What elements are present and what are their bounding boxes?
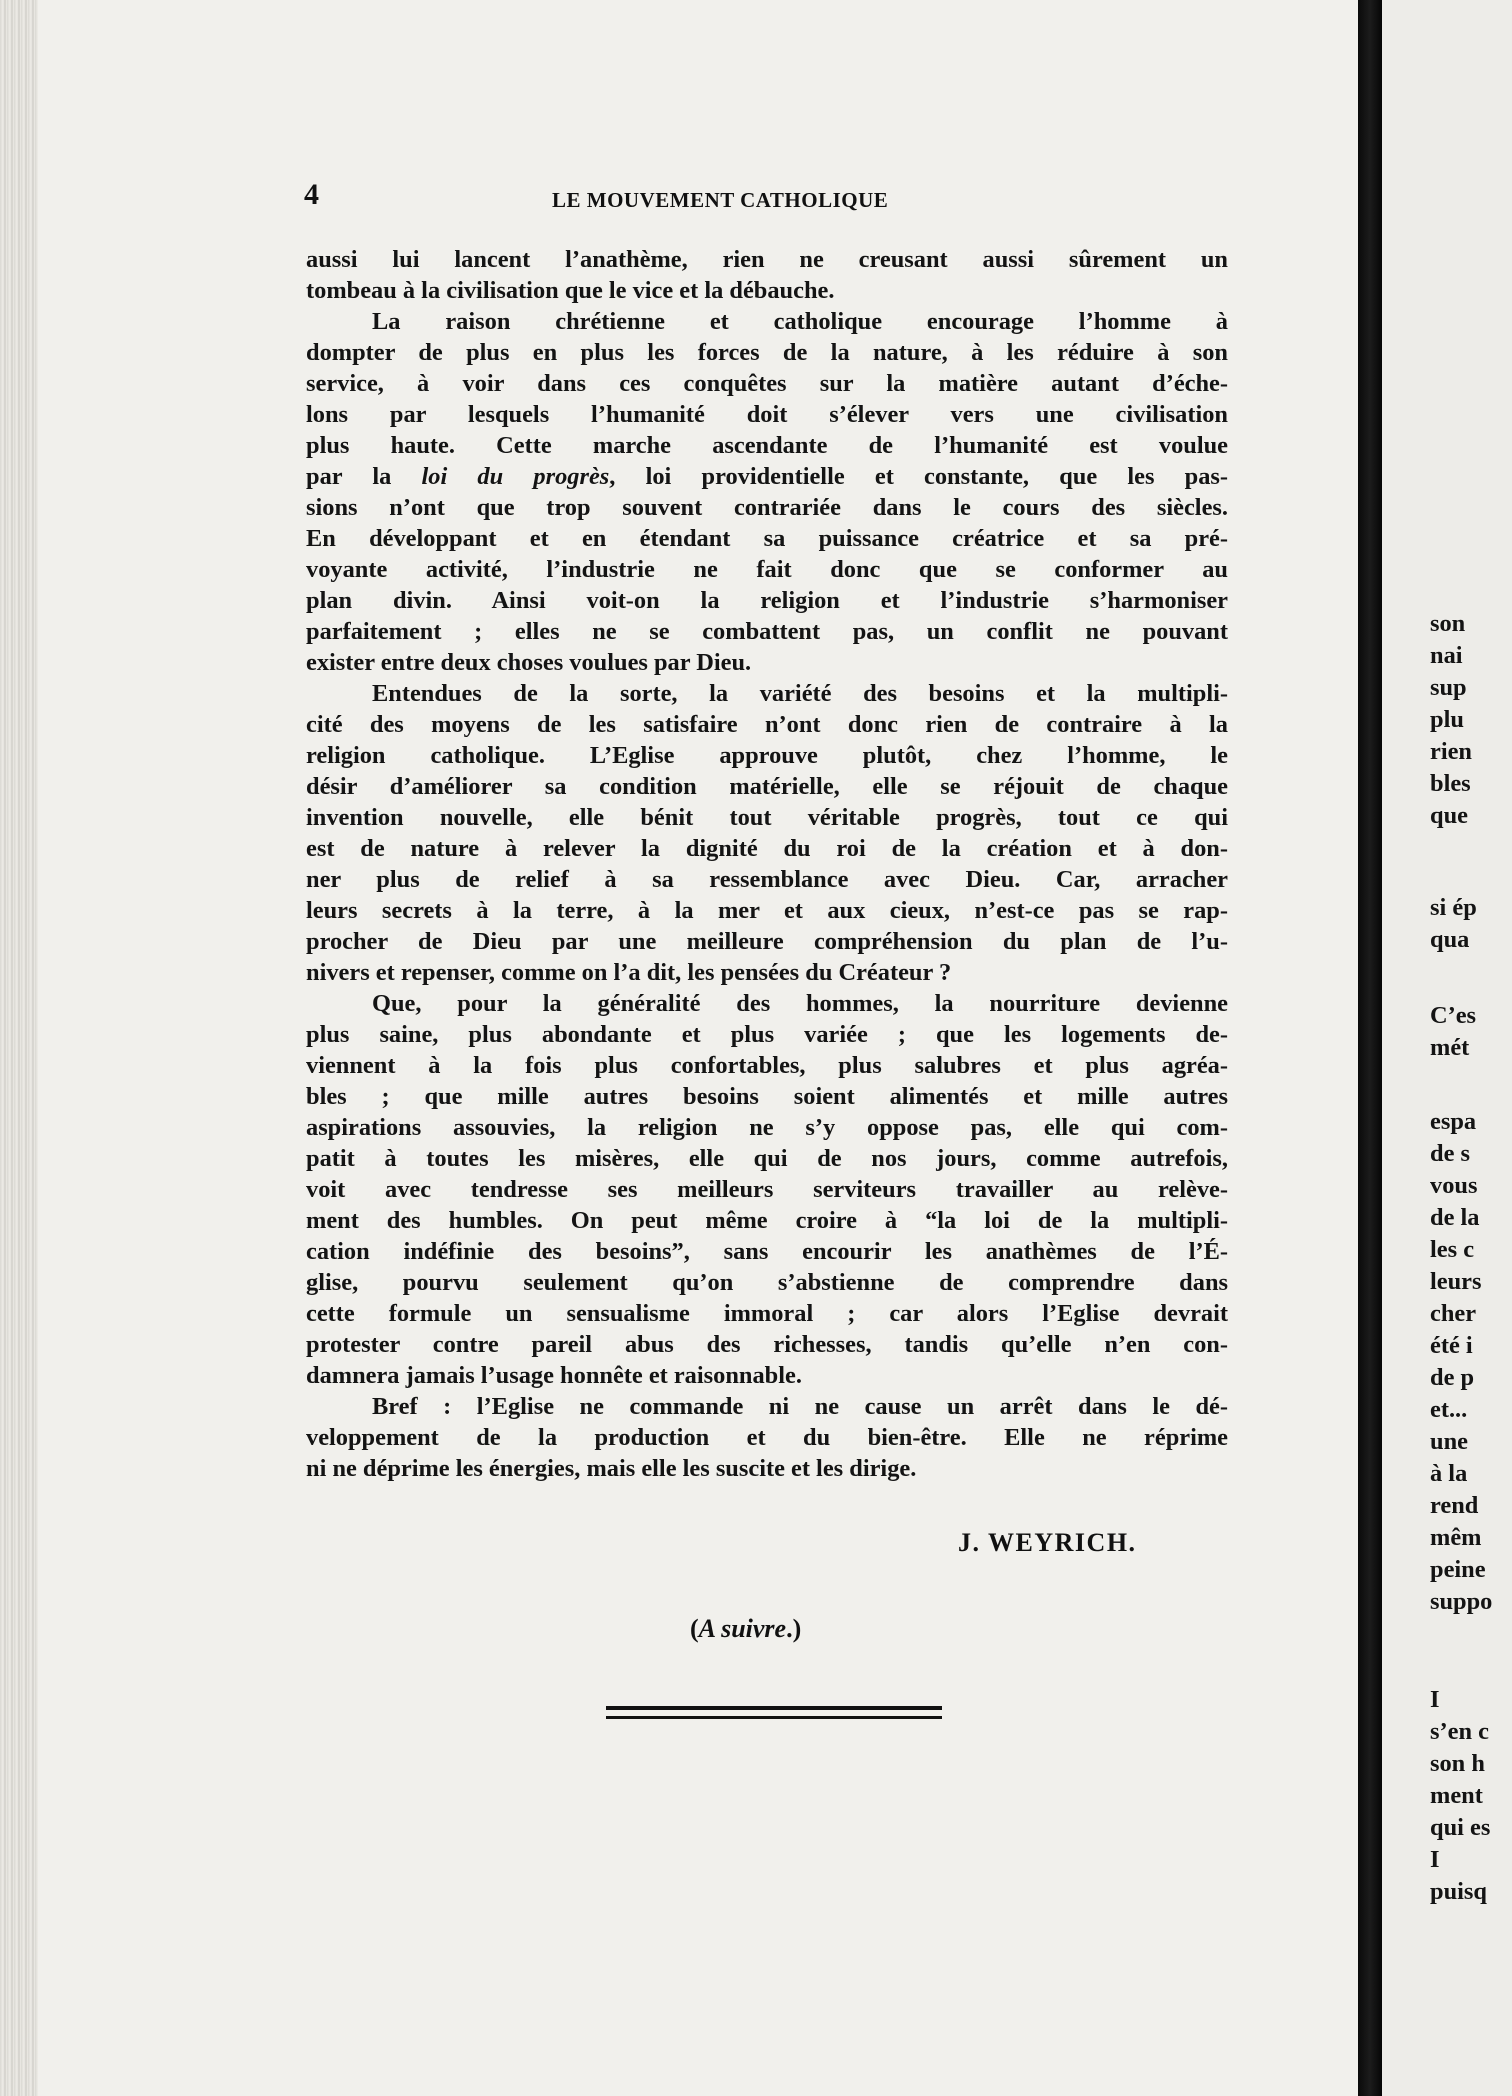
page-edges xyxy=(0,0,38,2096)
text-line: religion catholique. L’Eglise approuve plutôt, chez l’homme, le xyxy=(306,742,1228,769)
continuation-note xyxy=(690,1614,801,1644)
right-page-fragment: sup xyxy=(1430,674,1467,701)
right-page-fragment: qua xyxy=(1430,926,1470,953)
text-line: ni ne déprime les énergies, mais elle les suscite et les dirige. xyxy=(306,1455,917,1482)
right-page-fragment: vous xyxy=(1430,1172,1478,1199)
right-page-fragment: été i xyxy=(1430,1332,1473,1359)
right-page-fragment: I xyxy=(1430,1846,1440,1873)
text-line: cette formule un sensualisme immoral ; car alors l’Eglise devrait xyxy=(306,1300,1228,1327)
text-line: patit à toutes les misères, elle qui de nos jours, comme autrefois, xyxy=(306,1145,1228,1172)
right-page-fragment: et... xyxy=(1430,1396,1468,1423)
right-page-fragment: qui es xyxy=(1430,1814,1491,1841)
double-rule-top xyxy=(606,1706,942,1710)
right-page-fragment: puisq xyxy=(1430,1878,1487,1905)
right-page-fragment: si ép xyxy=(1430,894,1477,921)
right-page-fragment: de p xyxy=(1430,1364,1475,1391)
right-page xyxy=(1382,0,1512,2096)
text-line: dompter de plus en plus les forces de la nature, à les réduire à son xyxy=(306,339,1228,366)
right-page-fragment: C’es xyxy=(1430,1002,1477,1029)
text-line: bles ; que mille autres besoins soient alimentés et mille autres xyxy=(306,1083,1228,1110)
text-line: est de nature à relever la dignité du roi de la création et à don- xyxy=(306,835,1228,862)
text-line: cité des moyens de les satisfaire n’ont donc rien de contraire à la xyxy=(306,711,1228,738)
right-page-fragment: peine xyxy=(1430,1556,1486,1583)
author-signature: J. WEYRICH. xyxy=(958,1528,1137,1557)
text-line xyxy=(306,461,1228,492)
text-line: Que, pour la généralité des hommes, la nourriture devienne xyxy=(372,990,1228,1017)
text-line: lons par lesquels l’humanité doit s’élever vers une civilisation xyxy=(306,401,1228,428)
right-page-fragment: plu xyxy=(1430,706,1464,733)
text-line: plus haute. Cette marche ascendante de l’humanité est voulue xyxy=(306,432,1228,459)
text-line: procher de Dieu par une meilleure compréhension du plan de l’u- xyxy=(306,928,1228,955)
text-line: nivers et repenser, comme on l’a dit, les pensées du Créateur ? xyxy=(306,959,952,986)
right-page-fragment: une xyxy=(1430,1428,1468,1455)
text-line: désir d’améliorer sa condition matérielle, elle se réjouit de chaque xyxy=(306,773,1228,800)
right-page-fragment: ment xyxy=(1430,1782,1483,1809)
italic-phrase: loi du progrès xyxy=(421,463,610,490)
text-line: cation indéfinie des besoins”, sans encourir les anathèmes de l’É- xyxy=(306,1238,1228,1265)
text-line: En développant et en étendant sa puissance créatrice et sa pré- xyxy=(306,525,1228,552)
right-page-fragment: mêm xyxy=(1430,1524,1482,1551)
text-line: ner plus de relief à sa ressemblance avec Dieu. Car, arracher xyxy=(306,866,1228,893)
double-rule-bottom xyxy=(606,1716,942,1719)
right-page-fragment: s’en c xyxy=(1430,1718,1489,1745)
right-page-fragment: cher xyxy=(1430,1300,1477,1327)
text-line: voyante activité, l’industrie ne fait donc que se conformer au xyxy=(306,556,1228,583)
right-page-fragment: espa xyxy=(1430,1108,1477,1135)
text-line: plus saine, plus abondante et plus variée ; que les logements de- xyxy=(306,1021,1228,1048)
book-gutter xyxy=(1358,0,1382,2096)
right-page-fragment: les c xyxy=(1430,1236,1475,1263)
right-page-fragment: nai xyxy=(1430,642,1463,669)
right-page-fragment: à la xyxy=(1430,1460,1468,1487)
text-line: glise, pourvu seulement qu’on s’abstienne de comprendre dans xyxy=(306,1269,1228,1296)
text-line: Entendues de la sorte, la variété des besoins et la multipli- xyxy=(372,680,1228,707)
right-page-fragment: rend xyxy=(1430,1492,1479,1519)
text-line: parfaitement ; elles ne se combattent pas, un conflit ne pouvant xyxy=(306,618,1228,645)
text-line: tombeau à la civilisation que le vice et la débauche. xyxy=(306,277,835,304)
body-text xyxy=(306,244,1228,1484)
right-page-fragment: bles xyxy=(1430,770,1471,797)
running-head: LE MOUVEMENT CATHOLIQUE xyxy=(552,188,889,212)
page-number: 4 xyxy=(304,178,319,211)
text-line: Bref : l’Eglise ne commande ni ne cause un arrêt dans le dé- xyxy=(372,1393,1228,1420)
right-page-fragment: I xyxy=(1430,1686,1440,1713)
right-page-fragment: leurs xyxy=(1430,1268,1482,1295)
right-page-fragment: suppo xyxy=(1430,1588,1493,1615)
right-page-fragment: que xyxy=(1430,802,1468,829)
text-line: veloppement de la production et du bien-être. Elle ne réprime xyxy=(306,1424,1228,1451)
text-line: protester contre pareil abus des richesses, tandis qu’elle n’en con- xyxy=(306,1331,1228,1358)
text-line: viennent à la fois plus confortables, plus salubres et plus agréa- xyxy=(306,1052,1228,1079)
text-line: service, à voir dans ces conquêtes sur la matière autant d’éche- xyxy=(306,370,1228,397)
text-line: aspirations assouvies, la religion ne s’y oppose pas, elle qui com- xyxy=(306,1114,1228,1141)
right-page-fragment: rien xyxy=(1430,738,1472,765)
text-line: exister entre deux choses voulues par Dieu. xyxy=(306,649,752,676)
text-line: La raison chrétienne et catholique encourage l’homme à xyxy=(372,308,1228,335)
right-page-fragment: de s xyxy=(1430,1140,1470,1167)
continuation-text: (A suivre.) xyxy=(690,1614,802,1643)
right-page-fragment: son xyxy=(1430,610,1466,637)
text-line: ment des humbles. On peut même croire à “la loi de la multipli- xyxy=(306,1207,1228,1234)
text-segment: par la xyxy=(306,463,422,490)
right-page-fragment: son h xyxy=(1430,1750,1485,1777)
text-line: sions n’ont que trop souvent contrariée dans le cours des siècles. xyxy=(306,494,1228,521)
right-page-fragment: de la xyxy=(1430,1204,1480,1231)
text-line: damnera jamais l’usage honnête et raisonnable. xyxy=(306,1362,802,1389)
text-line: plan divin. Ainsi voit-on la religion et l’industrie s’harmoniser xyxy=(306,587,1228,614)
text-line: voit avec tendresse ses meilleurs serviteurs travailler au relève- xyxy=(306,1176,1228,1203)
text-line: leurs secrets à la terre, à la mer et aux cieux, n’est-ce pas se rap- xyxy=(306,897,1228,924)
right-page-fragment: mét xyxy=(1430,1034,1470,1061)
text-line: invention nouvelle, elle bénit tout véritable progrès, tout ce qui xyxy=(306,804,1228,831)
text-line: aussi lui lancent l’anathème, rien ne creusant aussi sûrement un xyxy=(306,246,1228,273)
text-segment: , loi providentielle et constante, que les pas- xyxy=(609,463,1229,490)
